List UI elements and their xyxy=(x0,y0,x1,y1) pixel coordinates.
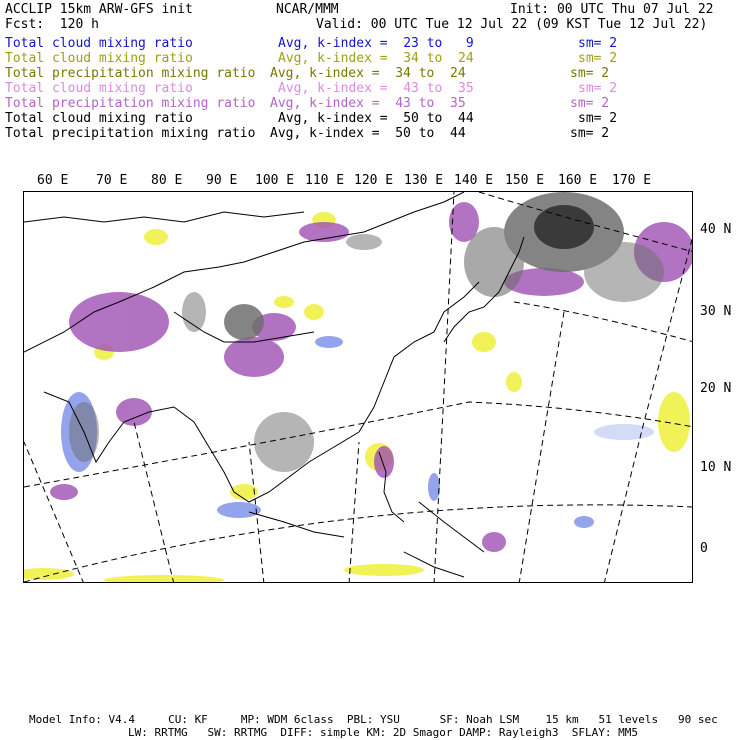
forecast-hour: Fcst: 120 h xyxy=(5,17,99,32)
field-avg: Avg, k-index = 43 to 35 xyxy=(278,81,474,96)
lat-label: 0 xyxy=(700,541,708,556)
map-canvas xyxy=(24,192,693,583)
coastlines xyxy=(24,192,524,577)
field-name: Total precipitation mixing ratio xyxy=(5,66,256,81)
field-name: Total precipitation mixing ratio xyxy=(5,126,256,141)
lon-label: 80 E xyxy=(151,173,183,188)
lat-label: 10 N xyxy=(700,460,732,475)
lon-label: 140 E xyxy=(454,173,494,188)
field-avg: Avg, k-index = 34 to 24 xyxy=(270,66,466,81)
map-panel xyxy=(23,191,693,583)
model-info-line2: LW: RRTMG SW: RRTMG DIFF: simple KM: 2D Smagor DAMP: Rayleigh3 SFLAY: MM5 xyxy=(128,726,638,739)
field-sm: sm= 2 xyxy=(570,66,610,81)
lon-label: 90 E xyxy=(206,173,238,188)
org-label: NCAR/MMM xyxy=(276,2,339,17)
lon-label: 160 E xyxy=(558,173,598,188)
field-avg: Avg, k-index = 23 to 9 xyxy=(278,36,474,51)
model-info-line1: Model Info: V4.4 CU: KF MP: WDM 6class PBL: YSU SF: Noah LSM 15 km 51 levels 90 sec xyxy=(29,713,718,726)
model-title: ACCLIP 15km ARW-GFS init xyxy=(5,2,193,17)
valid-time: Valid: 00 UTC Tue 12 Jul 22 (09 KST Tue 12 Jul 22) xyxy=(316,17,708,32)
lon-label: 170 E xyxy=(612,173,652,188)
field-name: Total cloud mixing ratio xyxy=(5,36,193,51)
lon-label: 120 E xyxy=(354,173,394,188)
lat-label: 20 N xyxy=(700,381,732,396)
lat-label: 40 N xyxy=(700,222,732,237)
lon-label: 110 E xyxy=(305,173,345,188)
field-avg: Avg, k-index = 34 to 24 xyxy=(278,51,474,66)
field-name: Total precipitation mixing ratio xyxy=(5,96,256,111)
field-name: Total cloud mixing ratio xyxy=(5,111,193,126)
field-name: Total cloud mixing ratio xyxy=(5,81,193,96)
lon-label: 70 E xyxy=(96,173,128,188)
lon-label: 130 E xyxy=(404,173,444,188)
field-avg: Avg, k-index = 50 to 44 xyxy=(278,111,474,126)
lat-label: 30 N xyxy=(700,304,732,319)
field-sm: sm= 2 xyxy=(570,126,610,141)
field-sm: sm= 2 xyxy=(578,51,618,66)
field-sm: sm= 2 xyxy=(578,111,618,126)
field-sm: sm= 2 xyxy=(570,96,610,111)
low-cloud-layer xyxy=(61,336,654,528)
field-name: Total cloud mixing ratio xyxy=(5,51,193,66)
lon-label: 150 E xyxy=(505,173,545,188)
lon-label: 100 E xyxy=(255,173,295,188)
init-time: Init: 00 UTC Thu 07 Jul 22 xyxy=(510,2,714,17)
field-sm: sm= 2 xyxy=(578,81,618,96)
field-avg: Avg, k-index = 43 to 35 xyxy=(270,96,466,111)
lon-label: 60 E xyxy=(37,173,69,188)
field-sm: sm= 2 xyxy=(578,36,618,51)
cloud-core xyxy=(534,205,594,249)
field-avg: Avg, k-index = 50 to 44 xyxy=(270,126,466,141)
